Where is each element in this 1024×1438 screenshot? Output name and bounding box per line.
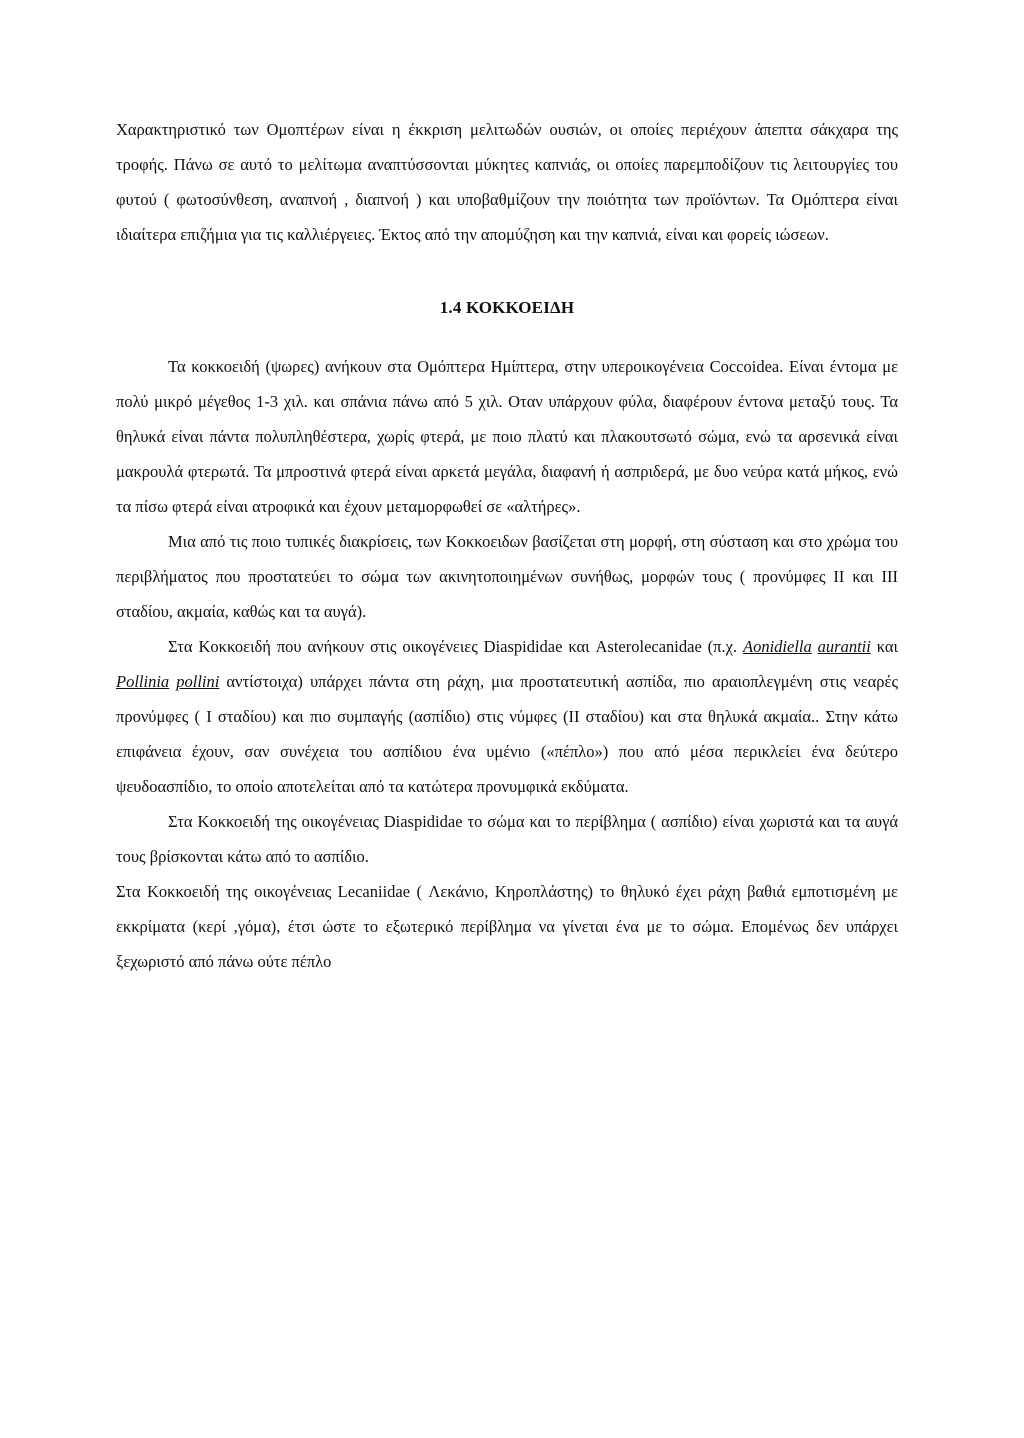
paragraph-1: Τα κοκκοειδή (ψωρες) ανήκουν στα Ομόπτερα Ημίπτερα, στην υπεροικογένεια Coccoidea. Είναι έντομα με πολύ μικρό μέγεθος 1-3 χιλ. και σπάνια πάνω από 5 χιλ. Οταν υπάρχουν φύλα, διαφέρουν έντονα μεταξύ τους. Τα θηλυκά είναι πάντα πολυπληθέστερα, χωρίς φτερά, με ποιο πλατύ και πλακουτσωτό σώμα, ενώ τα αρσενικά είναι μακρουλά φτερωτά. Τα μπροστινά φτερά είναι αρκετά μεγάλα, διαφανή ή ασπριδερά, με δυο νεύρα κατά μήκος, ενώ τα πίσω φτερά είναι ατροφικά και έχουν μεταμορφωθεί σε «αλτήρες». bbox=[116, 357, 898, 516]
paragraph-2: Μια από τις ποιο τυπικές διακρίσεις, των Κοκκοειδων βασίζεται στη μορφή, στη σύσταση και στο χρώμα του περιβλήματος που προστατεύει το σώμα των ακινητοποιημένων συνήθως, μορφών τους ( προνύμφες ΙΙ και ΙΙΙ σταδίου, ακμαία, καθώς και τα αυγά). bbox=[116, 532, 898, 621]
species-genus-1: Aonidiella bbox=[743, 637, 812, 656]
section-heading: 1.4 ΚΟΚΚΟΕΙΔΗ bbox=[439, 298, 575, 317]
intro-paragraph: Χαρακτηριστικό των Ομοπτέρων είναι η έκκριση μελιτωδών ουσιών, οι οποίες περιέχουν άπεπτα σάκχαρα της τροφής. Πάνω σε αυτό το μελίτωμα αναπτύσσονται μύκητες καπνιάς, οι οποίες παρεμποδίζουν τις λειτουργίες του φυτού ( φωτοσύνθεση, αναπνοή , διαπνοή ) και υποβαθμίζουν την ποιότητα των προϊόντων. Τα Ομόπτερα είναι ιδιαίτερα επιζήμια για τις καλλιέργειες. Έκτος από την απομύζηση και την καπνιά, είναι και φορείς ιώσεων. bbox=[116, 120, 898, 244]
paragraph-3-end: αντίστοιχα) υπάρχει πάντα στη ράχη, μια προστατευτική ασπίδα, πιο αραιοπλεγμένη στις νεαρές προνύμφες ( Ι σταδίου) και πιο συμπαγής (ασπίδιο) στις νύμφες (ΙΙ σταδίου) και στα θηλυκά ακμαία.. Στην κάτω επιφάνεια έχουν, σαν συνέχεια του ασπίδιου ένα υμένιο («πέπλο») που από μέσα περικλείει ένα δεύτερο ψευδοασπίδιο, το οποίο αποτελείται από τα κατώτερα προνυμφικά εκδύματα. bbox=[116, 672, 898, 796]
species-genus-2: Pollinia bbox=[116, 672, 170, 691]
paragraph-5: Στα Κοκκοειδή της οικογένειας Lecaniidae ( Λεκάνιο, Κηροπλάστης) το θηλυκό έχει ράχη βαθιά εμποτισμένη με εκκρίματα (κερί ,γόμα), έτσι ώστε το εξωτερικό περίβλημα να γίνεται ένα με το σώμα. Επομένως δεν υπάρχει ξεχωριστό από πάνω ούτε πέπλο bbox=[116, 882, 898, 971]
paragraph-4: Στα Κοκκοειδή της οικογένειας Diaspididae το σώμα και το περίβλημα ( ασπίδιο) είναι χωριστά και τα αυγά τους βρίσκονται κάτω από το ασπίδιο. bbox=[116, 812, 898, 866]
paragraph-3-start: Στα Κοκκοειδή που ανήκουν στις οικογένειες Diaspididae και Asterolecanidae (π.χ. bbox=[168, 637, 743, 656]
species-name-1: aurantii bbox=[817, 637, 871, 656]
paragraph-3-and: και bbox=[870, 637, 898, 656]
paragraph-3 bbox=[116, 629, 898, 804]
species-name-2: pollini bbox=[176, 672, 220, 691]
document-body bbox=[116, 112, 898, 979]
